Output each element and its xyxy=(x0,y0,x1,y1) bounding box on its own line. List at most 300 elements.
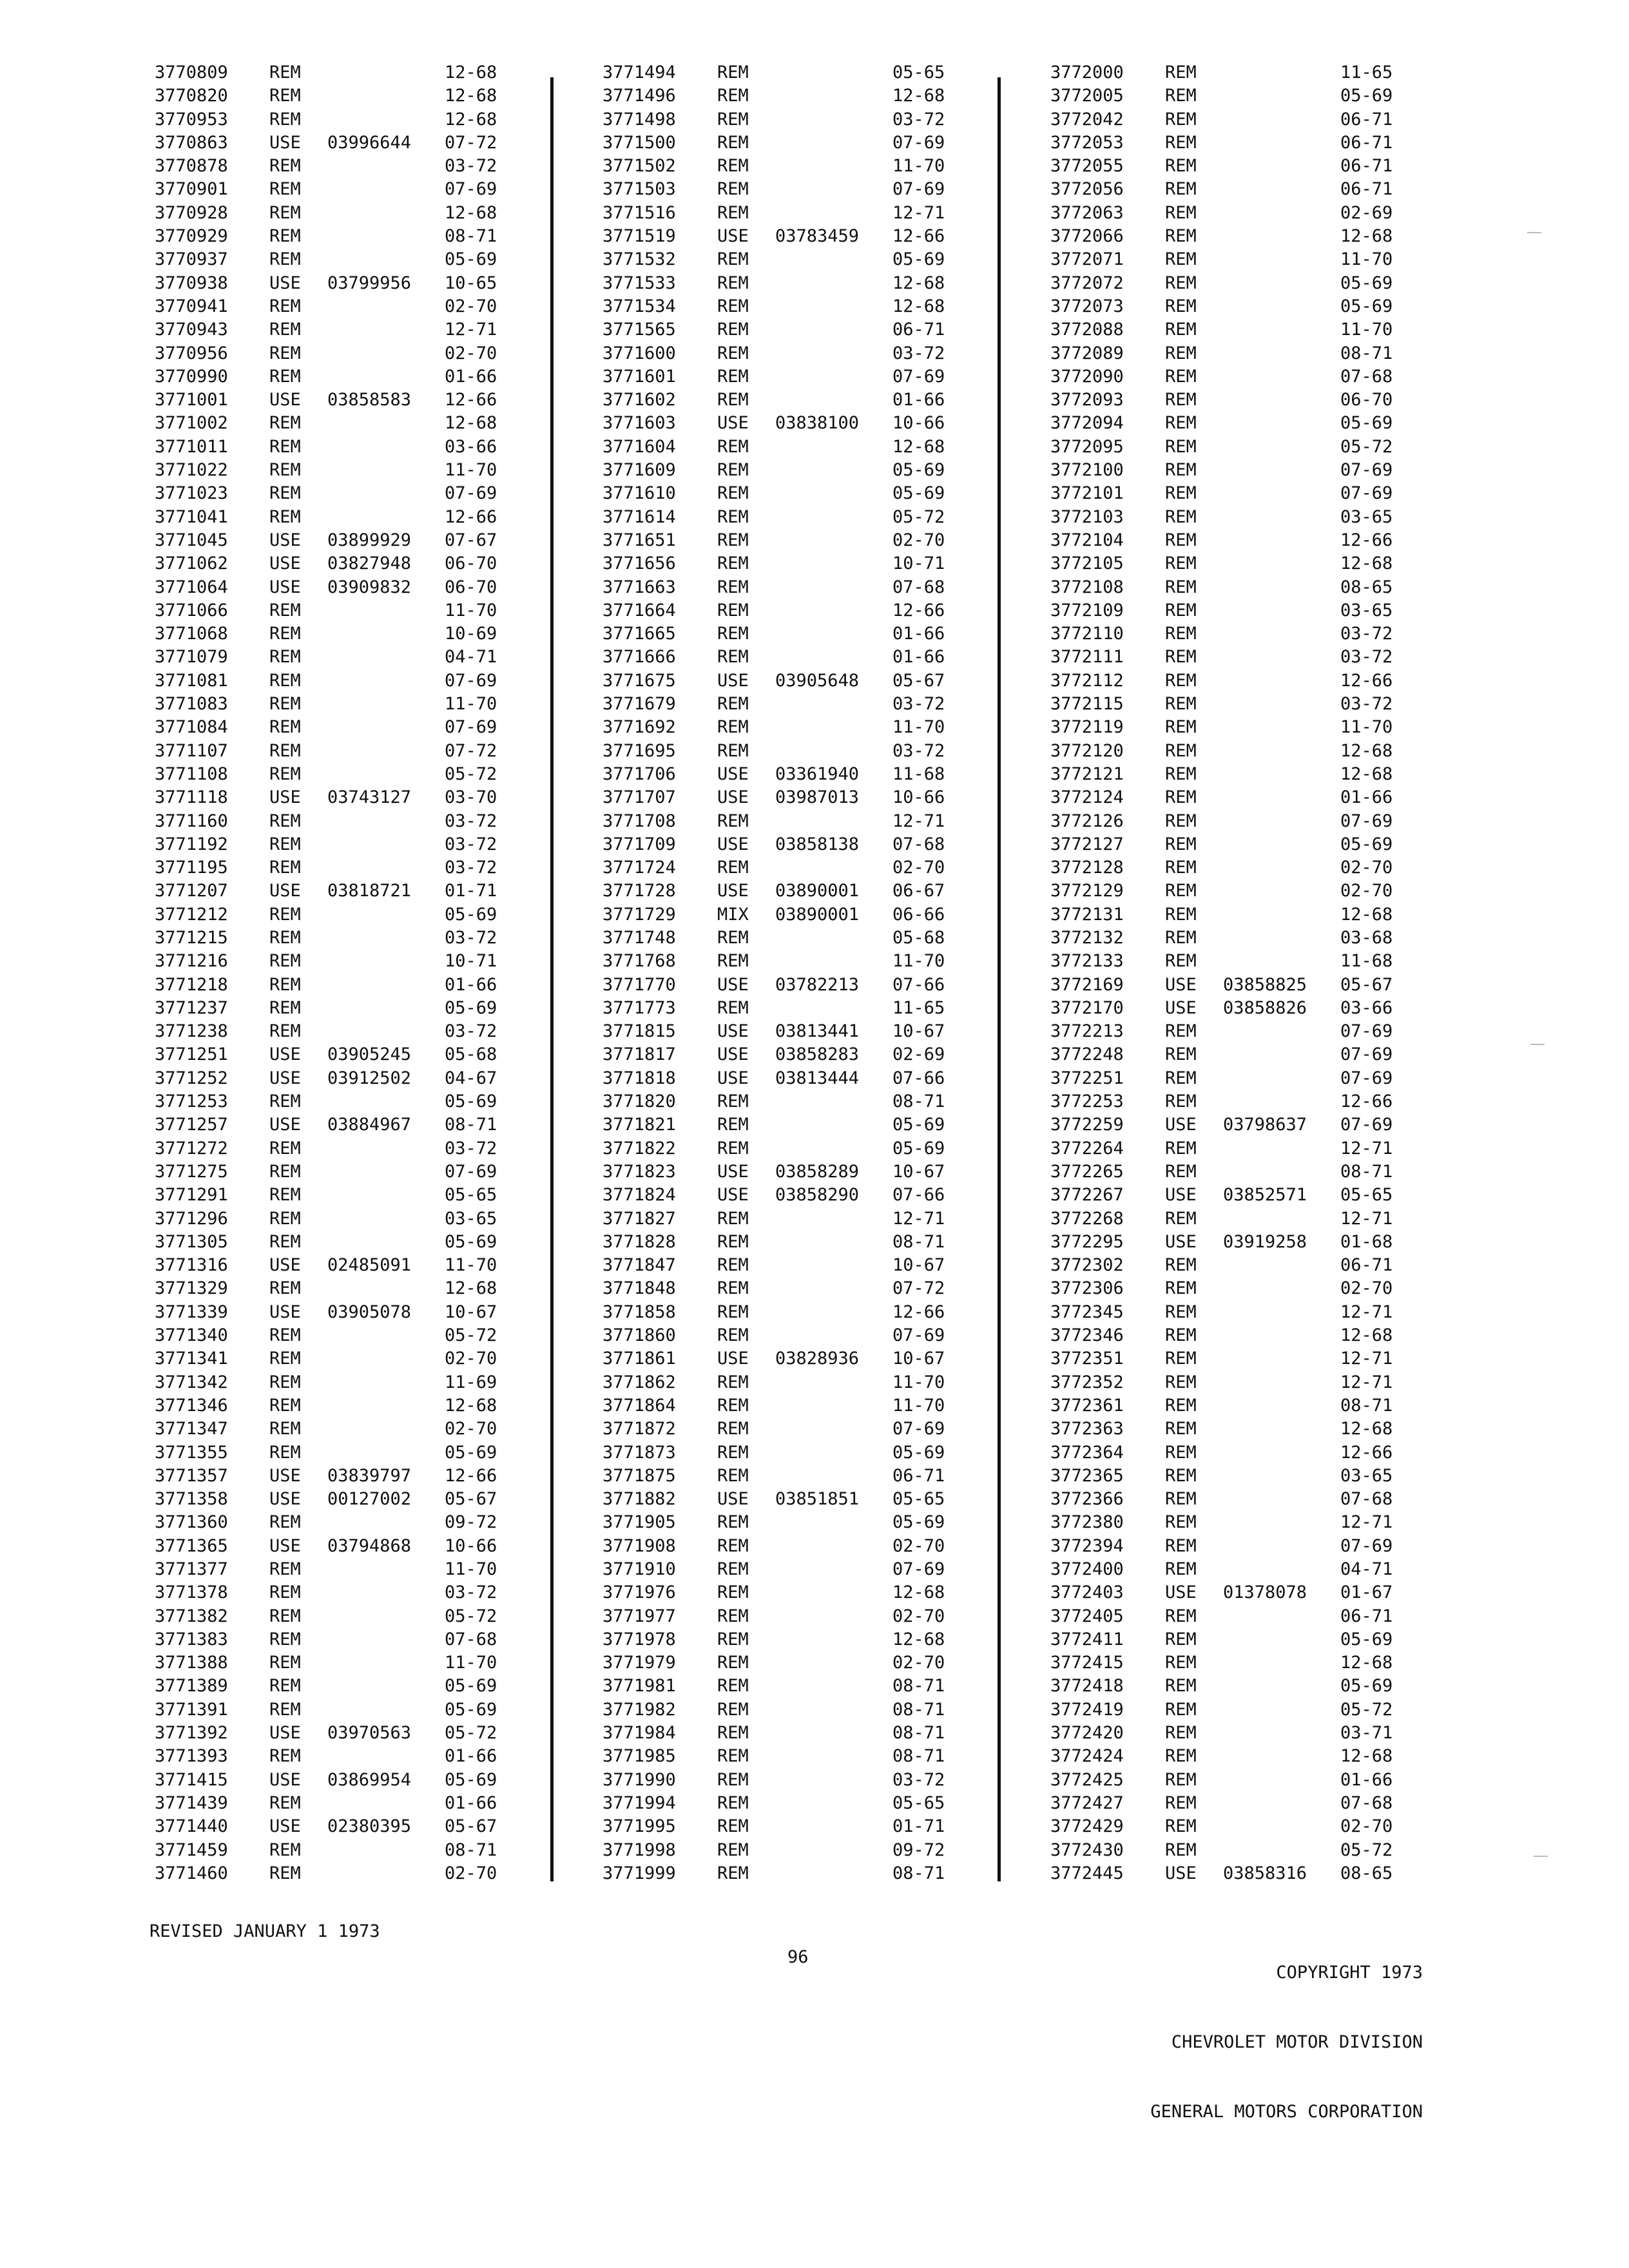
part-number: 3771724 xyxy=(602,858,676,878)
status-code: REM xyxy=(717,1723,749,1744)
status-code: REM xyxy=(1165,483,1197,504)
status-code: REM xyxy=(269,343,301,363)
status-code: REM xyxy=(269,86,301,106)
part-number: 3772115 xyxy=(1050,694,1124,715)
status-code: REM xyxy=(717,343,749,363)
part-number: 3771079 xyxy=(155,647,228,668)
status-code: USE xyxy=(269,787,301,808)
effective-date: 12-71 xyxy=(892,202,945,223)
status-code: REM xyxy=(269,483,301,504)
effective-date: 11-65 xyxy=(892,997,945,1018)
part-row xyxy=(602,716,989,739)
part-row xyxy=(155,693,541,716)
status-code: REM xyxy=(1165,1372,1197,1392)
part-number: 3771910 xyxy=(602,1559,676,1579)
status-code: REM xyxy=(269,1372,301,1392)
part-row xyxy=(155,1722,541,1745)
effective-date: 12-66 xyxy=(892,1302,945,1322)
status-code: REM xyxy=(269,1231,301,1252)
part-row xyxy=(602,1371,989,1394)
part-row xyxy=(155,1488,541,1511)
effective-date: 12-68 xyxy=(892,296,945,316)
part-number: 3770943 xyxy=(155,320,228,340)
part-row xyxy=(602,1043,989,1066)
status-code: REM xyxy=(1165,366,1197,387)
part-row xyxy=(155,1792,541,1815)
status-code: REM xyxy=(1165,647,1197,668)
part-number: 3771614 xyxy=(602,506,676,527)
part-number: 3771990 xyxy=(602,1769,676,1790)
column-divider xyxy=(998,77,1001,1881)
status-code: REM xyxy=(717,62,749,82)
effective-date: 02-69 xyxy=(1340,202,1393,223)
part-row xyxy=(1050,295,1437,318)
part-number: 3772127 xyxy=(1050,834,1124,854)
replacement-number: 03909832 xyxy=(327,577,412,597)
part-number: 3772429 xyxy=(1050,1816,1124,1837)
status-code: REM xyxy=(269,740,301,761)
status-code: REM xyxy=(269,951,301,972)
part-row xyxy=(155,1558,541,1581)
part-number: 3771905 xyxy=(602,1512,676,1533)
effective-date: 03-70 xyxy=(445,787,497,808)
effective-date: 02-70 xyxy=(445,343,497,363)
effective-date: 02-70 xyxy=(892,1606,945,1626)
part-row xyxy=(602,974,989,997)
part-number: 3771011 xyxy=(155,436,228,457)
replacement-number: 03858316 xyxy=(1223,1863,1307,1883)
part-number: 3771706 xyxy=(602,764,676,784)
part-number: 3771460 xyxy=(155,1863,228,1883)
status-code: REM xyxy=(269,1325,301,1346)
status-code: REM xyxy=(1165,506,1197,527)
status-code: USE xyxy=(717,974,749,995)
effective-date: 06-71 xyxy=(1340,1255,1393,1276)
part-row xyxy=(602,178,989,201)
status-code: REM xyxy=(1165,951,1197,972)
status-code: REM xyxy=(1165,1161,1197,1182)
part-number: 3772415 xyxy=(1050,1653,1124,1673)
part-number: 3772424 xyxy=(1050,1746,1124,1767)
part-row xyxy=(602,1815,989,1838)
part-number: 3771847 xyxy=(602,1255,676,1276)
effective-date: 11-70 xyxy=(892,951,945,972)
status-code: REM xyxy=(269,366,301,387)
effective-date: 07-68 xyxy=(1340,1489,1393,1510)
status-code: REM xyxy=(269,1629,301,1649)
part-row xyxy=(602,1441,989,1465)
part-number: 3771339 xyxy=(155,1302,228,1322)
effective-date: 06-71 xyxy=(1340,109,1393,130)
part-number: 3771392 xyxy=(155,1723,228,1744)
part-number: 3771533 xyxy=(602,273,676,293)
part-row xyxy=(1050,1043,1437,1066)
status-code: REM xyxy=(717,1535,749,1556)
effective-date: 05-72 xyxy=(892,506,945,527)
part-row xyxy=(155,1277,541,1300)
status-code: REM xyxy=(717,1395,749,1416)
status-code: REM xyxy=(269,1746,301,1767)
part-row xyxy=(155,1418,541,1441)
status-code: REM xyxy=(717,600,749,620)
replacement-number: 03899929 xyxy=(327,530,412,550)
part-row xyxy=(602,436,989,459)
part-number: 3771565 xyxy=(602,320,676,340)
effective-date: 07-69 xyxy=(892,1419,945,1439)
part-row xyxy=(602,1301,989,1324)
part-number: 3772126 xyxy=(1050,811,1124,831)
effective-date: 06-71 xyxy=(1340,156,1393,177)
part-row xyxy=(1050,997,1437,1020)
part-row xyxy=(155,1651,541,1675)
status-code: REM xyxy=(717,320,749,340)
effective-date: 05-69 xyxy=(445,1769,497,1790)
part-row xyxy=(1050,1745,1437,1768)
part-row xyxy=(1050,1535,1437,1558)
part-row xyxy=(1050,436,1437,459)
part-row xyxy=(602,318,989,341)
part-number: 3771748 xyxy=(602,927,676,948)
part-number: 3772365 xyxy=(1050,1465,1124,1486)
part-row xyxy=(155,248,541,271)
effective-date: 10-67 xyxy=(892,1161,945,1182)
effective-date: 11-65 xyxy=(1340,62,1393,82)
status-code: REM xyxy=(269,904,301,925)
status-code: REM xyxy=(717,249,749,270)
part-number: 3770820 xyxy=(155,86,228,106)
status-code: USE xyxy=(1165,1185,1197,1206)
part-row xyxy=(602,1628,989,1651)
part-number: 3772071 xyxy=(1050,249,1124,270)
status-code: REM xyxy=(1165,1699,1197,1720)
replacement-number: 03858290 xyxy=(775,1185,860,1206)
part-row xyxy=(1050,1651,1437,1675)
effective-date: 05-65 xyxy=(445,1185,497,1206)
effective-date: 05-72 xyxy=(1340,436,1393,457)
part-number: 3771503 xyxy=(602,179,676,200)
part-row xyxy=(602,786,989,809)
replacement-number: 03743127 xyxy=(327,787,412,808)
effective-date: 12-71 xyxy=(1340,1372,1393,1392)
effective-date: 03-72 xyxy=(892,740,945,761)
part-row xyxy=(155,342,541,365)
part-row xyxy=(1050,1324,1437,1347)
part-number: 3771207 xyxy=(155,881,228,901)
part-row xyxy=(602,1067,989,1090)
part-row xyxy=(1050,1722,1437,1745)
status-code: REM xyxy=(717,156,749,177)
part-row xyxy=(155,1535,541,1558)
status-code: USE xyxy=(717,1489,749,1510)
status-code: REM xyxy=(717,553,749,574)
part-row xyxy=(1050,552,1437,575)
effective-date: 02-70 xyxy=(892,1653,945,1673)
part-row xyxy=(155,295,541,318)
status-code: REM xyxy=(717,179,749,200)
part-number: 3771291 xyxy=(155,1185,228,1206)
part-number: 3771382 xyxy=(155,1606,228,1626)
part-row xyxy=(602,1418,989,1441)
part-number: 3771212 xyxy=(155,904,228,925)
part-row xyxy=(602,412,989,435)
part-row xyxy=(155,365,541,389)
part-number: 3772053 xyxy=(1050,132,1124,153)
status-code: USE xyxy=(717,1044,749,1065)
status-code: USE xyxy=(269,577,301,597)
part-number: 3771498 xyxy=(602,109,676,130)
status-code: REM xyxy=(1165,1302,1197,1322)
effective-date: 12-68 xyxy=(445,109,497,130)
status-code: REM xyxy=(1165,1091,1197,1112)
effective-date: 03-72 xyxy=(892,1769,945,1790)
status-code: REM xyxy=(1165,530,1197,550)
part-row xyxy=(155,225,541,248)
status-code: REM xyxy=(717,483,749,504)
status-code: REM xyxy=(1165,834,1197,854)
part-number: 3772248 xyxy=(1050,1044,1124,1065)
part-number: 3772264 xyxy=(1050,1138,1124,1158)
effective-date: 11-70 xyxy=(892,1372,945,1392)
revised-date: REVISED JANUARY 1 1973 xyxy=(149,1921,380,1941)
part-number: 3771665 xyxy=(602,624,676,644)
status-code: USE xyxy=(269,1535,301,1556)
status-code: MIX xyxy=(717,904,749,925)
part-number: 3771982 xyxy=(602,1699,676,1720)
status-code: REM xyxy=(269,1606,301,1626)
part-row xyxy=(602,1020,989,1043)
effective-date: 05-69 xyxy=(1340,86,1393,106)
status-code: REM xyxy=(717,202,749,223)
effective-date: 06-70 xyxy=(1340,390,1393,410)
part-row xyxy=(155,950,541,973)
part-number: 3771976 xyxy=(602,1582,676,1603)
part-number: 3772094 xyxy=(1050,413,1124,434)
status-code: REM xyxy=(1165,86,1197,106)
part-number: 3771675 xyxy=(602,670,676,691)
effective-date: 05-69 xyxy=(1340,413,1393,434)
status-code: REM xyxy=(1165,109,1197,130)
part-row xyxy=(155,646,541,669)
part-number: 3772295 xyxy=(1050,1231,1124,1252)
part-row xyxy=(602,1277,989,1300)
part-row xyxy=(155,599,541,622)
effective-date: 01-67 xyxy=(1340,1582,1393,1603)
replacement-number: 03905078 xyxy=(327,1302,412,1322)
effective-date: 07-69 xyxy=(445,717,497,738)
part-row xyxy=(155,1511,541,1534)
status-code: REM xyxy=(717,1816,749,1837)
part-row xyxy=(155,856,541,879)
part-row xyxy=(1050,599,1437,622)
effective-date: 01-66 xyxy=(892,624,945,644)
part-number: 3772430 xyxy=(1050,1840,1124,1860)
status-code: REM xyxy=(717,1512,749,1533)
part-number: 3770901 xyxy=(155,179,228,200)
status-code: REM xyxy=(717,506,749,527)
effective-date: 10-67 xyxy=(892,1349,945,1369)
effective-date: 10-67 xyxy=(892,1255,945,1276)
effective-date: 02-70 xyxy=(892,1535,945,1556)
effective-date: 06-71 xyxy=(1340,132,1393,153)
part-number: 3771516 xyxy=(602,202,676,223)
status-code: REM xyxy=(1165,390,1197,410)
part-row xyxy=(602,295,989,318)
effective-date: 02-70 xyxy=(445,1419,497,1439)
status-code: USE xyxy=(269,1255,301,1276)
effective-date: 05-69 xyxy=(892,249,945,270)
effective-date: 12-66 xyxy=(892,600,945,620)
part-number: 3771218 xyxy=(155,974,228,995)
part-row xyxy=(155,108,541,131)
part-row xyxy=(155,459,541,482)
status-code: REM xyxy=(269,1863,301,1883)
effective-date: 07-69 xyxy=(1340,1115,1393,1135)
effective-date: 02-70 xyxy=(1340,1816,1393,1837)
part-number: 3771378 xyxy=(155,1582,228,1603)
part-row xyxy=(1050,1067,1437,1090)
effective-date: 01-66 xyxy=(1340,1769,1393,1790)
part-number: 3772095 xyxy=(1050,436,1124,457)
replacement-number: 03838100 xyxy=(775,413,860,434)
part-row xyxy=(155,84,541,108)
status-code: USE xyxy=(269,390,301,410)
part-number: 3771692 xyxy=(602,717,676,738)
part-number: 3771496 xyxy=(602,86,676,106)
part-row xyxy=(155,786,541,809)
status-code: USE xyxy=(717,1161,749,1182)
replacement-number: 02485091 xyxy=(327,1255,412,1276)
status-code: REM xyxy=(1165,694,1197,715)
part-row xyxy=(602,740,989,763)
effective-date: 12-68 xyxy=(892,436,945,457)
part-row xyxy=(155,1441,541,1465)
effective-date: 11-70 xyxy=(892,717,945,738)
part-number: 3772105 xyxy=(1050,553,1124,574)
part-row xyxy=(155,552,541,575)
status-code: USE xyxy=(717,787,749,808)
part-row xyxy=(155,1254,541,1277)
status-code: REM xyxy=(717,296,749,316)
replacement-number: 03361940 xyxy=(775,764,860,784)
part-number: 3772093 xyxy=(1050,390,1124,410)
part-row xyxy=(1050,84,1437,108)
replacement-number: 03890001 xyxy=(775,904,860,925)
part-row xyxy=(602,552,989,575)
effective-date: 05-67 xyxy=(445,1816,497,1837)
replacement-number: 03905648 xyxy=(775,670,860,691)
part-number: 3771440 xyxy=(155,1816,228,1837)
status-code: USE xyxy=(269,1816,301,1837)
part-row xyxy=(155,389,541,412)
part-number: 3772042 xyxy=(1050,109,1124,130)
effective-date: 11-70 xyxy=(445,694,497,715)
effective-date: 06-71 xyxy=(892,320,945,340)
part-number: 3770928 xyxy=(155,202,228,223)
status-code: REM xyxy=(1165,1395,1197,1416)
part-number: 3771251 xyxy=(155,1044,228,1065)
part-number: 3771083 xyxy=(155,694,228,715)
effective-date: 12-71 xyxy=(1340,1512,1393,1533)
part-number: 3772073 xyxy=(1050,296,1124,316)
part-row xyxy=(155,1675,541,1698)
status-code: REM xyxy=(717,1091,749,1112)
part-row xyxy=(1050,1113,1437,1137)
part-row xyxy=(155,131,541,155)
effective-date: 05-69 xyxy=(445,1676,497,1696)
status-code: USE xyxy=(1165,1582,1197,1603)
part-row xyxy=(1050,974,1437,997)
effective-date: 07-68 xyxy=(892,834,945,854)
part-row xyxy=(155,61,541,84)
part-row xyxy=(1050,950,1437,973)
status-code: REM xyxy=(717,1208,749,1229)
part-number: 3771216 xyxy=(155,951,228,972)
status-code: REM xyxy=(717,1769,749,1790)
part-row xyxy=(155,412,541,435)
part-row xyxy=(602,599,989,622)
part-row xyxy=(155,1231,541,1254)
part-number: 3771415 xyxy=(155,1769,228,1790)
part-row xyxy=(1050,61,1437,84)
effective-date: 12-71 xyxy=(892,1208,945,1229)
part-number: 3772109 xyxy=(1050,600,1124,620)
part-number: 3771985 xyxy=(602,1746,676,1767)
effective-date: 05-69 xyxy=(445,1442,497,1463)
effective-date: 08-71 xyxy=(892,1231,945,1252)
part-row xyxy=(602,1137,989,1160)
part-number: 3771981 xyxy=(602,1676,676,1696)
part-number: 3771002 xyxy=(155,413,228,434)
effective-date: 03-72 xyxy=(445,1138,497,1158)
part-number: 3771045 xyxy=(155,530,228,550)
part-row xyxy=(602,1324,989,1347)
part-number: 3772445 xyxy=(1050,1863,1124,1883)
status-code: USE xyxy=(1165,1863,1197,1883)
scan-speck xyxy=(1534,1856,1548,1857)
part-row xyxy=(1050,1605,1437,1628)
part-number: 3771979 xyxy=(602,1653,676,1673)
effective-date: 03-72 xyxy=(1340,694,1393,715)
part-number: 3771610 xyxy=(602,483,676,504)
effective-date: 05-67 xyxy=(1340,974,1393,995)
effective-date: 01-66 xyxy=(445,974,497,995)
status-code: REM xyxy=(717,1863,749,1883)
status-code: REM xyxy=(269,694,301,715)
part-row xyxy=(602,155,989,178)
status-code: REM xyxy=(717,366,749,387)
effective-date: 12-66 xyxy=(445,506,497,527)
status-code: REM xyxy=(1165,202,1197,223)
status-code: REM xyxy=(717,1582,749,1603)
status-code: REM xyxy=(1165,927,1197,948)
part-row xyxy=(602,108,989,131)
part-number: 3770929 xyxy=(155,226,228,247)
effective-date: 12-68 xyxy=(1340,1419,1393,1439)
status-code: USE xyxy=(717,1068,749,1088)
replacement-number: 03996644 xyxy=(327,132,412,153)
effective-date: 05-72 xyxy=(1340,1840,1393,1860)
effective-date: 11-70 xyxy=(1340,249,1393,270)
status-code: USE xyxy=(717,764,749,784)
status-code: REM xyxy=(717,436,749,457)
status-code: USE xyxy=(717,226,749,247)
part-row xyxy=(155,1184,541,1207)
part-number: 3771848 xyxy=(602,1278,676,1299)
part-row xyxy=(602,342,989,365)
replacement-number: 03818721 xyxy=(327,881,412,901)
effective-date: 07-69 xyxy=(892,1559,945,1579)
effective-date: 08-71 xyxy=(892,1091,945,1112)
